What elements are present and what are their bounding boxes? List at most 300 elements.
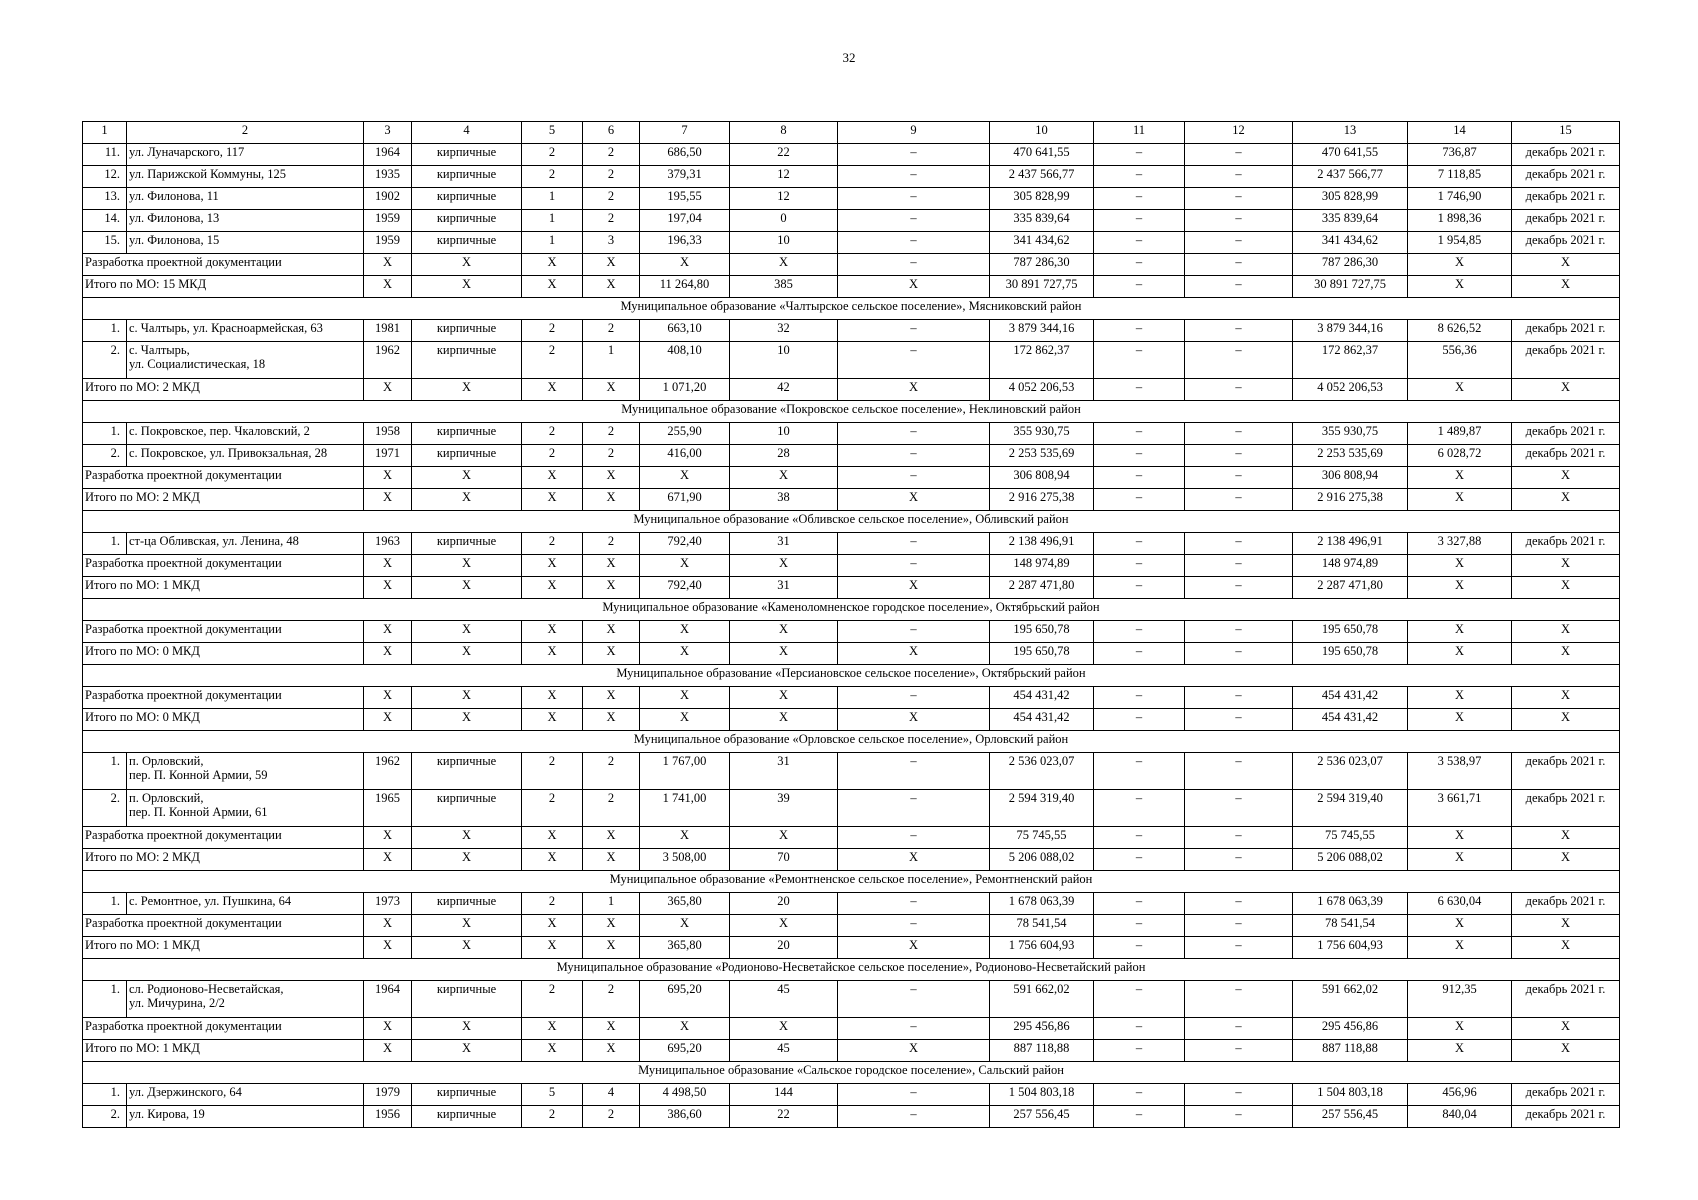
cell-c8: 20 [730,893,838,915]
cell-c4: X [412,489,522,511]
cell-c15: декабрь 2021 г. [1512,533,1620,555]
cell-c3: 1964 [364,981,412,1018]
cell-c8: 31 [730,533,838,555]
cell-c5: 2 [522,1106,583,1128]
cell-c13: 2 536 023,07 [1293,753,1408,790]
cell-c3: 1971 [364,445,412,467]
cell-c14: 1 746,90 [1408,188,1512,210]
column-header: 5 [522,122,583,144]
cell-c11: – [1094,1106,1185,1128]
cell-c5: X [522,489,583,511]
cell-c6: X [583,827,640,849]
cell-c9: X [838,489,990,511]
cell-c15: декабрь 2021 г. [1512,166,1620,188]
cell-c3: 1965 [364,790,412,827]
cell-c7: 792,40 [640,577,730,599]
cell-c10: 2 536 023,07 [990,753,1094,790]
cell-c12: – [1185,1106,1293,1128]
cell-c4: кирпичные [412,188,522,210]
cell-c9: – [838,915,990,937]
cell-c9: – [838,188,990,210]
cell-c12: – [1185,893,1293,915]
cell-c7: 1 767,00 [640,753,730,790]
address-cell: с. Чалтырь, ул. Красноармейская, 63 [127,320,364,342]
row-number: 1. [83,753,127,790]
cell-c11: – [1094,981,1185,1018]
column-header: 15 [1512,122,1620,144]
municipality-header-row [83,1062,1620,1084]
cell-c5: 2 [522,533,583,555]
cell-c10: 454 431,42 [990,709,1094,731]
cell-c9: – [838,210,990,232]
cell-c3: X [364,827,412,849]
cell-c8: 12 [730,188,838,210]
cell-c14: X [1408,276,1512,298]
cell-c5: X [522,849,583,871]
cell-c13: 172 862,37 [1293,342,1408,379]
cell-c8: 32 [730,320,838,342]
cell-c6: 4 [583,1084,640,1106]
cell-c12: – [1185,276,1293,298]
table-row [83,188,1620,210]
cell-c11: – [1094,1018,1185,1040]
municipality-header-row [83,871,1620,893]
cell-c8: 28 [730,445,838,467]
cell-c13: 335 839,64 [1293,210,1408,232]
cell-c14: X [1408,577,1512,599]
cell-c12: – [1185,937,1293,959]
cell-c10: 195 650,78 [990,621,1094,643]
cell-c15: X [1512,379,1620,401]
cell-c6: 2 [583,533,640,555]
cell-c3: X [364,849,412,871]
cell-c15: X [1512,467,1620,489]
cell-c10: 454 431,42 [990,687,1094,709]
cell-c6: X [583,621,640,643]
cell-c13: 2 437 566,77 [1293,166,1408,188]
cell-c15: X [1512,643,1620,665]
cell-c9: – [838,981,990,1018]
row-number: 1. [83,423,127,445]
cell-c13: 78 541,54 [1293,915,1408,937]
summary-label: Разработка проектной документации [83,687,364,709]
cell-c3: X [364,937,412,959]
summary-label: Итого по МО: 1 МКД [83,1040,364,1062]
cell-c5: 2 [522,320,583,342]
cell-c13: 591 662,02 [1293,981,1408,1018]
cell-c10: 787 286,30 [990,254,1094,276]
cell-c5: 2 [522,893,583,915]
table-row [83,423,1620,445]
cell-c9: – [838,753,990,790]
cell-c7: 365,80 [640,937,730,959]
cell-c15: декабрь 2021 г. [1512,188,1620,210]
cell-c12: – [1185,423,1293,445]
cell-c3: X [364,467,412,489]
address-cell: сл. Родионово-Несветайская, ул. Мичурина, 2/2 [127,981,364,1018]
municipality-header-row [83,298,1620,320]
cell-c12: – [1185,621,1293,643]
cell-c7: 3 508,00 [640,849,730,871]
cell-c8: 39 [730,790,838,827]
cell-c14: 1 489,87 [1408,423,1512,445]
cell-c15: X [1512,1018,1620,1040]
cell-c10: 2 253 535,69 [990,445,1094,467]
cell-c14: X [1408,687,1512,709]
cell-c9: – [838,467,990,489]
cell-c10: 306 808,94 [990,467,1094,489]
cell-c3: X [364,379,412,401]
column-header: 12 [1185,122,1293,144]
cell-c13: 1 678 063,39 [1293,893,1408,915]
cell-c3: 1935 [364,166,412,188]
cell-c7: 195,55 [640,188,730,210]
cell-c14: X [1408,1040,1512,1062]
cell-c13: 355 930,75 [1293,423,1408,445]
summary-label: Итого по МО: 15 МКД [83,276,364,298]
cell-c4: X [412,827,522,849]
cell-c5: X [522,379,583,401]
table-row [83,342,1620,379]
cell-c3: 1962 [364,753,412,790]
cell-c13: 306 808,94 [1293,467,1408,489]
cell-c10: 335 839,64 [990,210,1094,232]
cell-c6: X [583,709,640,731]
cell-c11: – [1094,254,1185,276]
cell-c9: X [838,379,990,401]
summary-label: Итого по МО: 1 МКД [83,937,364,959]
cell-c10: 2 437 566,77 [990,166,1094,188]
column-header: 14 [1408,122,1512,144]
row-number: 13. [83,188,127,210]
cell-c11: – [1094,342,1185,379]
cell-c9: – [838,790,990,827]
cell-c4: X [412,467,522,489]
cell-c12: – [1185,210,1293,232]
cell-c13: 195 650,78 [1293,643,1408,665]
summary-row [83,379,1620,401]
cell-c15: декабрь 2021 г. [1512,320,1620,342]
cell-c4: кирпичные [412,533,522,555]
cell-c8: X [730,827,838,849]
summary-row [83,555,1620,577]
cell-c11: – [1094,232,1185,254]
cell-c7: 671,90 [640,489,730,511]
cell-c14: 7 118,85 [1408,166,1512,188]
cell-c12: – [1185,981,1293,1018]
cell-c11: – [1094,379,1185,401]
summary-row [83,643,1620,665]
cell-c12: – [1185,577,1293,599]
address-cell: п. Орловский, пер. П. Конной Армии, 59 [127,753,364,790]
cell-c14: 8 626,52 [1408,320,1512,342]
cell-c9: X [838,577,990,599]
cell-c6: 2 [583,166,640,188]
row-number: 15. [83,232,127,254]
row-number: 2. [83,445,127,467]
column-header: 13 [1293,122,1408,144]
address-cell: с. Ремонтное, ул. Пушкина, 64 [127,893,364,915]
cell-c4: X [412,687,522,709]
cell-c4: X [412,709,522,731]
cell-c11: – [1094,489,1185,511]
cell-c15: X [1512,937,1620,959]
cell-c13: 787 286,30 [1293,254,1408,276]
cell-c12: – [1185,687,1293,709]
row-number: 2. [83,1106,127,1128]
header-row [83,122,1620,144]
cell-c8: 144 [730,1084,838,1106]
cell-c4: X [412,1040,522,1062]
cell-c10: 470 641,55 [990,144,1094,166]
cell-c10: 591 662,02 [990,981,1094,1018]
cell-c10: 2 916 275,38 [990,489,1094,511]
cell-c5: X [522,643,583,665]
cell-c7: 1 741,00 [640,790,730,827]
cell-c8: 70 [730,849,838,871]
cell-c12: – [1185,467,1293,489]
row-number: 2. [83,342,127,379]
summary-row [83,937,1620,959]
address-cell: ул. Парижской Коммуны, 125 [127,166,364,188]
cell-c4: X [412,621,522,643]
table-row [83,981,1620,1018]
cell-c4: X [412,1018,522,1040]
municipality-title: Муниципальное образование «Покровское сельское поселение», Неклиновский район [83,401,1620,423]
cell-c13: 341 434,62 [1293,232,1408,254]
summary-label: Разработка проектной документации [83,827,364,849]
cell-c4: X [412,276,522,298]
cell-c3: X [364,1040,412,1062]
summary-row [83,827,1620,849]
cell-c14: 456,96 [1408,1084,1512,1106]
cell-c13: 295 456,86 [1293,1018,1408,1040]
summary-row [83,915,1620,937]
cell-c14: X [1408,621,1512,643]
cell-c5: X [522,467,583,489]
row-number: 1. [83,1084,127,1106]
summary-row [83,621,1620,643]
cell-c6: 1 [583,893,640,915]
cell-c13: 1 756 604,93 [1293,937,1408,959]
cell-c11: – [1094,577,1185,599]
cell-c3: 1958 [364,423,412,445]
table-row [83,753,1620,790]
summary-label: Разработка проектной документации [83,621,364,643]
cell-c15: X [1512,276,1620,298]
cell-c8: X [730,1018,838,1040]
cell-c8: 22 [730,144,838,166]
cell-c5: 2 [522,981,583,1018]
cell-c10: 148 974,89 [990,555,1094,577]
cell-c4: кирпичные [412,423,522,445]
summary-row [83,709,1620,731]
cell-c5: X [522,915,583,937]
cell-c15: X [1512,849,1620,871]
cell-c12: – [1185,709,1293,731]
cell-c9: – [838,423,990,445]
cell-c12: – [1185,445,1293,467]
cell-c9: – [838,232,990,254]
cell-c13: 148 974,89 [1293,555,1408,577]
cell-c8: 42 [730,379,838,401]
cell-c3: X [364,1018,412,1040]
cell-c5: 2 [522,144,583,166]
cell-c10: 295 456,86 [990,1018,1094,1040]
summary-label: Разработка проектной документации [83,254,364,276]
column-header: 4 [412,122,522,144]
cell-c9: – [838,827,990,849]
cell-c13: 2 287 471,80 [1293,577,1408,599]
cell-c7: X [640,467,730,489]
cell-c15: X [1512,687,1620,709]
cell-c6: X [583,849,640,871]
cell-c15: декабрь 2021 г. [1512,210,1620,232]
column-header: 6 [583,122,640,144]
cell-c9: – [838,1084,990,1106]
summary-row [83,467,1620,489]
cell-c3: X [364,621,412,643]
address-cell: ул. Филонова, 13 [127,210,364,232]
cell-c8: X [730,643,838,665]
cell-c15: X [1512,254,1620,276]
cell-c10: 195 650,78 [990,643,1094,665]
cell-c8: 38 [730,489,838,511]
cell-c12: – [1185,489,1293,511]
cell-c13: 2 916 275,38 [1293,489,1408,511]
cell-c10: 30 891 727,75 [990,276,1094,298]
cell-c6: 2 [583,320,640,342]
cell-c8: 45 [730,1040,838,1062]
municipality-header-row [83,401,1620,423]
cell-c5: X [522,621,583,643]
cell-c4: кирпичные [412,753,522,790]
cell-c12: – [1185,533,1293,555]
cell-c9: – [838,445,990,467]
cell-c11: – [1094,1040,1185,1062]
summary-row [83,276,1620,298]
cell-c6: X [583,489,640,511]
row-number: 14. [83,210,127,232]
table-row [83,232,1620,254]
cell-c6: 2 [583,210,640,232]
summary-row [83,254,1620,276]
cell-c11: – [1094,849,1185,871]
cell-c11: – [1094,621,1185,643]
cell-c8: X [730,254,838,276]
cell-c10: 3 879 344,16 [990,320,1094,342]
cell-c10: 257 556,45 [990,1106,1094,1128]
cell-c10: 1 678 063,39 [990,893,1094,915]
cell-c4: X [412,643,522,665]
cell-c15: декабрь 2021 г. [1512,1084,1620,1106]
cell-c6: 2 [583,445,640,467]
cell-c8: 20 [730,937,838,959]
cell-c4: кирпичные [412,893,522,915]
municipality-header-row [83,511,1620,533]
cell-c15: декабрь 2021 г. [1512,423,1620,445]
cell-c7: 792,40 [640,533,730,555]
cell-c14: 912,35 [1408,981,1512,1018]
column-header: 11 [1094,122,1185,144]
summary-label: Итого по МО: 2 МКД [83,379,364,401]
cell-c5: 1 [522,188,583,210]
cell-c9: – [838,320,990,342]
cell-c7: 416,00 [640,445,730,467]
cell-c3: 1959 [364,210,412,232]
cell-c13: 3 879 344,16 [1293,320,1408,342]
cell-c14: X [1408,467,1512,489]
cell-c11: – [1094,188,1185,210]
cell-c3: X [364,555,412,577]
cell-c9: X [838,643,990,665]
cell-c3: X [364,254,412,276]
cell-c9: X [838,849,990,871]
cell-c14: X [1408,937,1512,959]
cell-c7: 365,80 [640,893,730,915]
cell-c8: 45 [730,981,838,1018]
cell-c13: 470 641,55 [1293,144,1408,166]
cell-c11: – [1094,915,1185,937]
cell-c15: X [1512,1040,1620,1062]
cell-c9: X [838,1040,990,1062]
cell-c5: 2 [522,342,583,379]
table-row [83,1106,1620,1128]
cell-c9: – [838,1106,990,1128]
cell-c9: X [838,937,990,959]
cell-c8: X [730,621,838,643]
cell-c3: 1902 [364,188,412,210]
cell-c12: – [1185,643,1293,665]
summary-row [83,849,1620,871]
cell-c6: 2 [583,1106,640,1128]
cell-c6: X [583,915,640,937]
address-cell: п. Орловский, пер. П. Конной Армии, 61 [127,790,364,827]
cell-c12: – [1185,232,1293,254]
cell-c10: 75 745,55 [990,827,1094,849]
cell-c9: – [838,254,990,276]
cell-c13: 75 745,55 [1293,827,1408,849]
cell-c10: 5 206 088,02 [990,849,1094,871]
cell-c8: X [730,687,838,709]
cell-c11: – [1094,790,1185,827]
cell-c7: X [640,621,730,643]
cell-c13: 887 118,88 [1293,1040,1408,1062]
cell-c4: кирпичные [412,790,522,827]
cell-c5: X [522,937,583,959]
cell-c14: 556,36 [1408,342,1512,379]
summary-row [83,577,1620,599]
cell-c3: X [364,643,412,665]
cell-c5: 1 [522,232,583,254]
column-header: 9 [838,122,990,144]
cell-c14: X [1408,1018,1512,1040]
cell-c6: 2 [583,144,640,166]
cell-c3: 1963 [364,533,412,555]
cell-c4: X [412,379,522,401]
cell-c12: – [1185,166,1293,188]
cell-c9: – [838,687,990,709]
column-header: 3 [364,122,412,144]
cell-c11: – [1094,937,1185,959]
column-header: 10 [990,122,1094,144]
cell-c14: X [1408,849,1512,871]
cell-c4: кирпичные [412,166,522,188]
table-row [83,166,1620,188]
cell-c15: X [1512,555,1620,577]
cell-c3: 1956 [364,1106,412,1128]
summary-label: Разработка проектной документации [83,467,364,489]
